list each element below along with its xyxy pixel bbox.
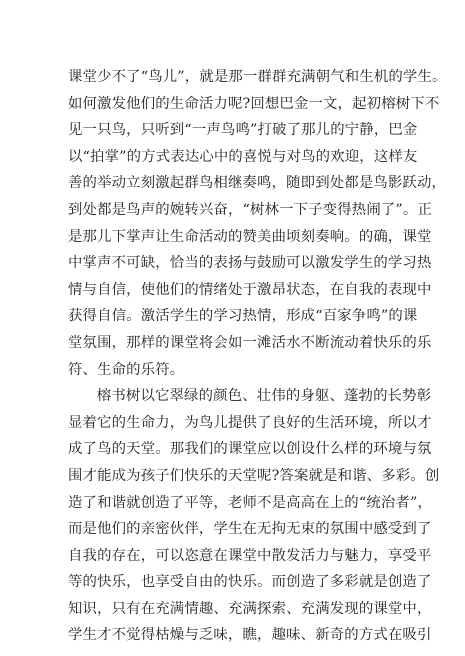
text-line: 堂氛围，那样的课堂将会如一滩活水不断流动着快乐的乐 — [68, 334, 432, 351]
text-line: 造了和谐就创造了平等，老师不是高高在上的“统治者”， — [68, 494, 432, 511]
text-line: 中掌声不可缺，恰当的表扬与鼓励可以激发学生的学习热 — [68, 255, 432, 272]
text-line: 榕书树以它翠绿的颜色、壮伟的身躯、蓬勃的长势彰 — [96, 388, 432, 405]
text-line: 围才能成为孩子们快乐的天堂呢?答案就是和谐、多彩。创 — [68, 467, 440, 484]
text-line: 到处都是鸟声的婉转兴奋，“树林一下子变得热闹了”。正 — [68, 201, 432, 218]
text-line: 成了鸟的天堂。那我们的课堂应以创设什么样的环境与氛 — [68, 441, 432, 458]
text-line: 等的快乐，也享受自由的快乐。而创造了多彩就是创造了 — [68, 574, 432, 591]
text-line: 如何激发他们的生命活力呢?回想巴金一文，起初榕树下不 — [68, 95, 440, 112]
text-line: 是那儿下掌声让生命活动的赞美曲顷刻奏响。的确，课堂 — [68, 228, 432, 245]
text-line: 获得自信。激活学生的学习热情，形成“百家争鸣”的课 — [68, 308, 418, 325]
text-line: 情与自信，使他们的情绪处于激昂状态，在自我的表现中 — [68, 281, 432, 298]
text-line: 符、生命的乐符。 — [68, 361, 185, 378]
text-line: 知识，只有在充满情趣、充满探索、充满发现的课堂中， — [68, 600, 432, 617]
text-line: 善的举动立刻激起群鸟相继奏鸣，随即到处都是鸟影跃动， — [68, 175, 447, 192]
text-line: 自我的存在，可以恣意在课堂中散发活力与魅力，享受平 — [68, 547, 432, 564]
text-line: 以“拍掌”的方式表达心中的喜悦与对鸟的欢迎，这样友 — [68, 148, 418, 165]
text-line: 显着它的生命力，为鸟儿提供了良好的生活环境，所以才 — [68, 414, 432, 431]
paragraph-2 — [68, 383, 440, 649]
text-line: 见一只鸟，只听到“一声鸟鸣”打破了那儿的宁静，巴金 — [68, 122, 418, 139]
text-line: 学生才不觉得枯燥与乏味，瞧，趣味、新奇的方式在吸引 — [68, 627, 432, 644]
text-line: 课堂少不了“鸟儿”，就是那一群群充满朝气和生机的学生。 — [68, 69, 447, 85]
text-line: 而是他们的亲密伙伴，学生在无拘无束的氛围中感受到了 — [68, 521, 432, 538]
document-body — [68, 64, 447, 649]
paragraph-1 — [68, 64, 447, 383]
